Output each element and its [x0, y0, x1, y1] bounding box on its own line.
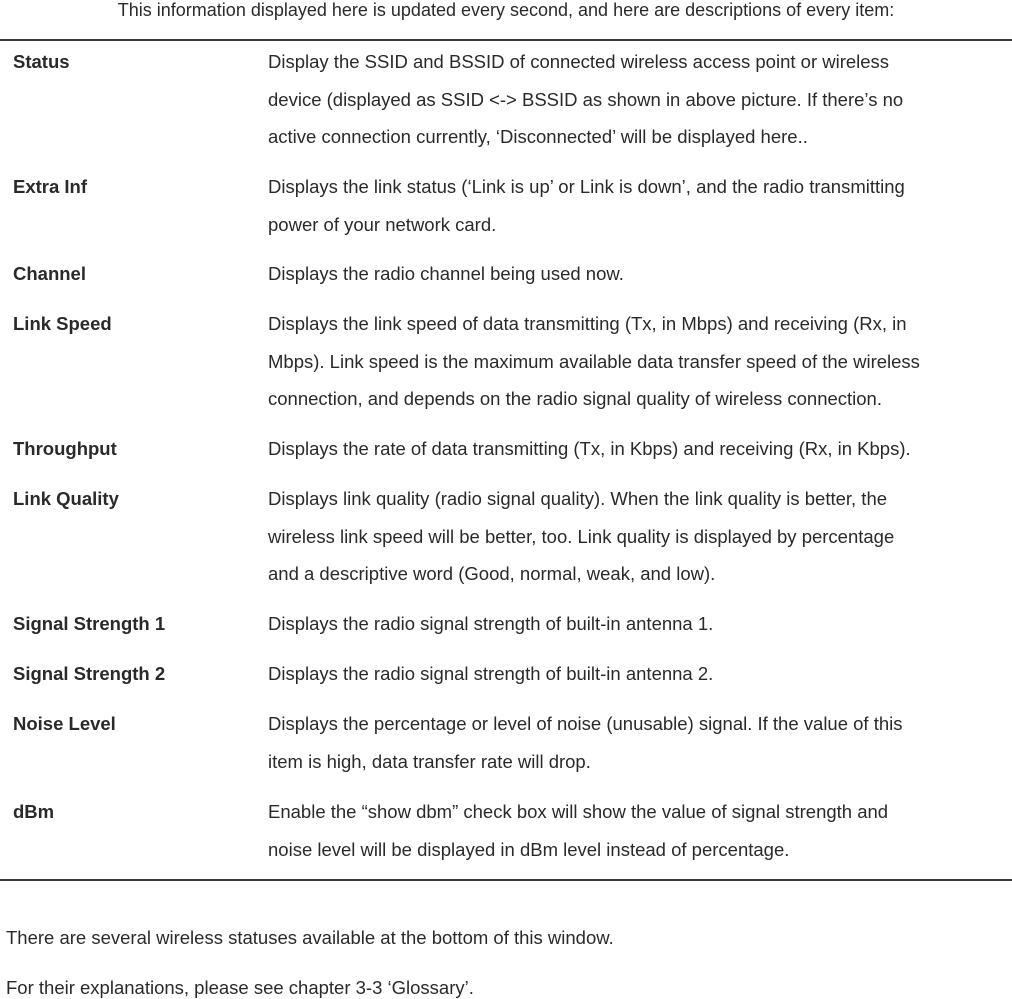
item-term: Throughput [13, 438, 117, 459]
item-term: Channel [13, 263, 86, 284]
item-term: dBm [13, 801, 55, 822]
item-term: Signal Strength 1 [13, 613, 166, 634]
item-term: Link Speed [13, 313, 112, 334]
item-description: Displays the link status (‘Link is up’ or Link is down’, and the radio transmitting power of your network card. [268, 176, 905, 235]
intro-text: This information displayed here is updated every second, and here are descriptions of every item: [117, 0, 895, 20]
item-description: Enable the “show dbm” check box will show the value of signal strength and noise level will be displayed in dBm level instead of percentage. [268, 801, 889, 860]
item-description: Displays the rate of data transmitting (Tx, in Kbps) and receiving (Rx, in Kbps). [268, 438, 911, 459]
item-term: Link Quality [13, 488, 119, 509]
item-description: Display the SSID and BSSID of connected wireless access point or wireless device (displayed as SSID <-> BSSID as shown in above picture. If there’s no active connection currently, ‘Disconnected’ will be displayed here.. [268, 51, 904, 147]
item-description: Displays the link speed of data transmitting (Tx, in Mbps) and receiving (Rx, in Mbps). Link speed is the maximum available data transfer speed of the wireless connection, and depends on the radio signal quality of wireless connection. [268, 313, 920, 409]
footer-paragraph-2: For their explanations, please see chapter 3-3 ‘Glossary’. [6, 977, 474, 998]
footer-paragraph-1: There are several wireless statuses available at the bottom of this window. [6, 927, 614, 948]
item-term: Status [13, 51, 70, 72]
item-description: Displays the radio signal strength of built-in antenna 2. [268, 663, 714, 684]
item-description: Displays the radio signal strength of built-in antenna 1. [268, 613, 714, 634]
item-term: Noise Level [13, 713, 116, 734]
item-description: Displays link quality (radio signal quality). When the link quality is better, the wireless link speed will be better, too. Link quality is displayed by percentage and a descriptive word (Good, normal, weak, and low). [268, 488, 895, 584]
item-description: Displays the radio channel being used now. [268, 263, 624, 284]
item-description-table [0, 39, 1012, 881]
item-term: Extra Inf [13, 176, 88, 197]
item-term: Signal Strength 2 [13, 663, 166, 684]
item-description: Displays the percentage or level of noise (unusable) signal. If the value of this item is high, data transfer rate will drop. [268, 713, 903, 772]
